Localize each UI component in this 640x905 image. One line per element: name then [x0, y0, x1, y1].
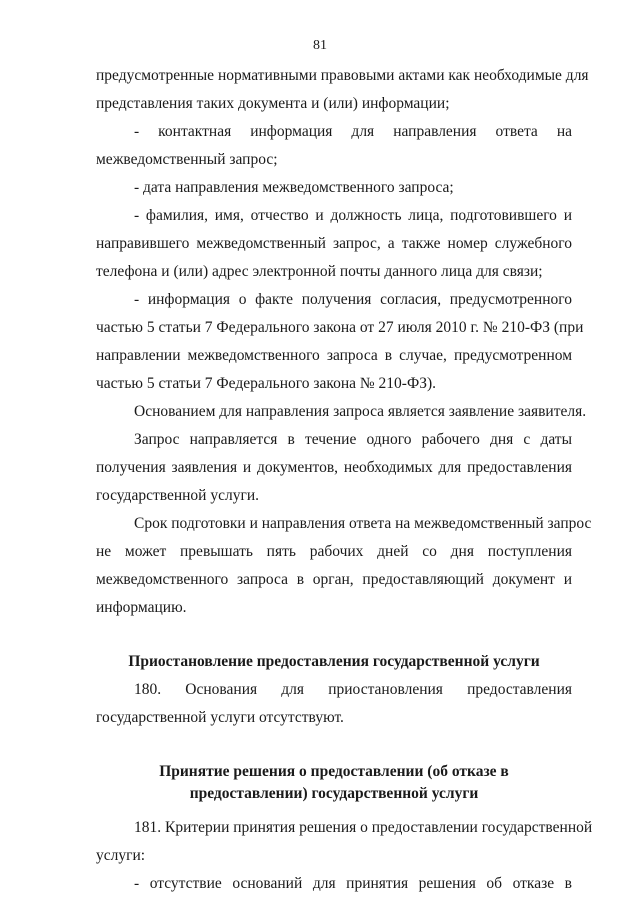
- text-line: услуги:: [96, 847, 146, 864]
- list-item-line: - контактная информация для направления ответа на: [134, 123, 572, 140]
- text-line: не может превышать пять рабочих дней со дня поступления: [96, 543, 572, 560]
- text-line: частью 5 статьи 7 Федерального закона от 27 июля 2010 г. № 210-ФЗ (при: [96, 319, 584, 336]
- section-heading: Приостановление предоставления государственной услуги: [128, 653, 540, 670]
- text-line: направившего межведомственный запрос, а также номер служебного: [96, 235, 572, 252]
- list-item-line: - информация о факте получения согласия, предусмотренного: [134, 291, 572, 308]
- page-body: [96, 66, 593, 902]
- text-line: направлении межведомственного запроса в случае, предусмотренном: [96, 347, 572, 364]
- text-line: предусмотренные нормативными правовыми актами как необходимые для: [96, 67, 589, 84]
- text-line: межведомственного запроса в орган, предоставляющий документ и: [96, 571, 572, 588]
- paragraph-line: 180. Основания для приостановления предоставления: [134, 681, 572, 698]
- text-line: межведомственный запрос;: [96, 151, 278, 168]
- section-heading: предоставлении) государственной услуги: [189, 785, 479, 802]
- paragraph-line: Срок подготовки и направления ответа на межведомственный запрос: [134, 515, 592, 532]
- paragraph-line: Запрос направляется в течение одного рабочего дня с даты: [134, 431, 572, 448]
- page-number: 81: [313, 38, 327, 53]
- text-line: представления таких документа и (или) информации;: [96, 95, 450, 112]
- list-item-line: - дата направления межведомственного запроса;: [134, 179, 454, 196]
- text-line: информацию.: [96, 599, 187, 616]
- list-item-line: - отсутствие оснований для принятия решения об отказе в: [134, 875, 572, 892]
- text-line: частью 5 статьи 7 Федерального закона № 210-ФЗ).: [96, 375, 437, 392]
- text-line: государственной услуги отсутствуют.: [96, 709, 344, 726]
- list-item-line: - фамилия, имя, отчество и должность лица, подготовившего и: [134, 207, 572, 224]
- section-heading: Принятие решения о предоставлении (об отказе в: [159, 763, 509, 780]
- text-line: получения заявления и документов, необходимых для предоставления: [96, 459, 572, 476]
- paragraph-line: Основанием для направления запроса является заявление заявителя.: [134, 403, 587, 420]
- text-line: государственной услуги.: [96, 487, 259, 504]
- paragraph-line: 181. Критерии принятия решения о предоставлении государственной: [134, 819, 593, 836]
- text-line: телефона и (или) адрес электронной почты данного лица для связи;: [96, 263, 543, 280]
